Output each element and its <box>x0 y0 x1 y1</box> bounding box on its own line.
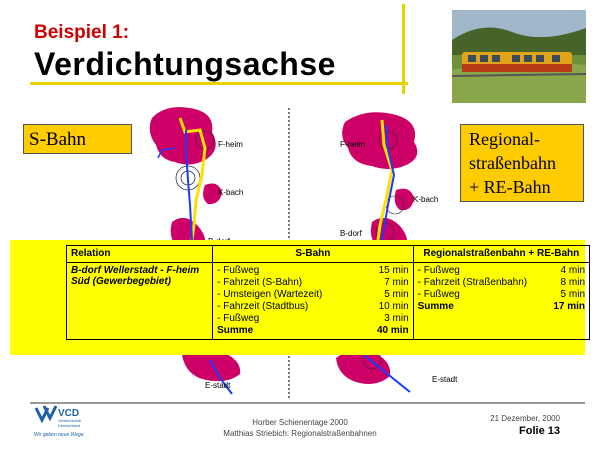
header-sbahn: S-Bahn <box>213 246 414 263</box>
list-item: - Fußweg 3 min <box>217 313 409 324</box>
svg-text:Deutschland: Deutschland <box>58 423 81 428</box>
slide-title: Verdichtungsachse <box>34 46 336 82</box>
table-header-row <box>67 246 590 263</box>
footer-date: 21 Dezember, 2000 <box>490 414 560 423</box>
right-label-fheim: F-heim <box>340 140 365 149</box>
right-label-kbach: K-bach <box>413 195 439 204</box>
left-label-estadt: E-stadt <box>205 381 231 390</box>
header-regio: Regionalstraßenbahn + RE-Bahn <box>413 246 589 263</box>
footer-author: Matthias Striebich: Regionalstraßenbahnen <box>223 429 377 438</box>
right-label-estadt: E-stadt <box>432 375 458 384</box>
regio-line-1: Regional- <box>469 129 540 149</box>
vcd-logo <box>32 402 102 442</box>
regio-label-box <box>460 124 584 202</box>
relation-cell: B-dorf Wellerstadt - F-heim Süd (Gewerbegebiet) <box>67 263 213 340</box>
header-relation: Relation <box>67 246 213 263</box>
regio-line-3: + RE-Bahn <box>469 177 551 197</box>
svg-text:VCD: VCD <box>58 408 80 419</box>
left-label-fheim: F-heim <box>218 140 243 149</box>
left-label-kbach: K-bach <box>218 188 244 197</box>
list-item: - Umsteigen (Wartezeit) 5 min <box>217 289 409 300</box>
list-item: - Fahrzeit (Stadtbus) 10 min <box>217 301 409 312</box>
regio-line-2: straßenbahn <box>469 153 556 173</box>
svg-text:Wir geben neue Wege: Wir geben neue Wege <box>34 432 84 438</box>
sbahn-cell <box>213 263 414 340</box>
slide-subtitle: Beispiel 1: <box>34 22 130 43</box>
regio-sum: Summe 17 min <box>417 301 585 312</box>
sbahn-label-box: S-Bahn <box>23 124 132 154</box>
sbahn-sum: Summe 40 min <box>217 325 409 336</box>
footer-divider <box>30 402 585 404</box>
list-item: - Fußweg 5 min <box>417 289 585 300</box>
right-label-bdorf: B-dorf <box>340 229 362 238</box>
footer-credits <box>200 417 400 439</box>
slide-number: Folie 13 <box>519 425 560 437</box>
list-item: - Fußweg 4 min <box>417 265 585 276</box>
table-row <box>67 263 590 340</box>
list-item: - Fahrzeit (Straßenbahn) 8 min <box>417 277 585 288</box>
footer-event: Horber Schienentage 2000 <box>252 418 348 427</box>
list-item: - Fußweg 15 min <box>217 265 409 276</box>
regio-cell <box>413 263 589 340</box>
list-item: - Fahrzeit (S-Bahn) 7 min <box>217 277 409 288</box>
svg-text:Verkehrsclub: Verkehrsclub <box>58 418 82 423</box>
travel-time-table <box>66 245 590 340</box>
